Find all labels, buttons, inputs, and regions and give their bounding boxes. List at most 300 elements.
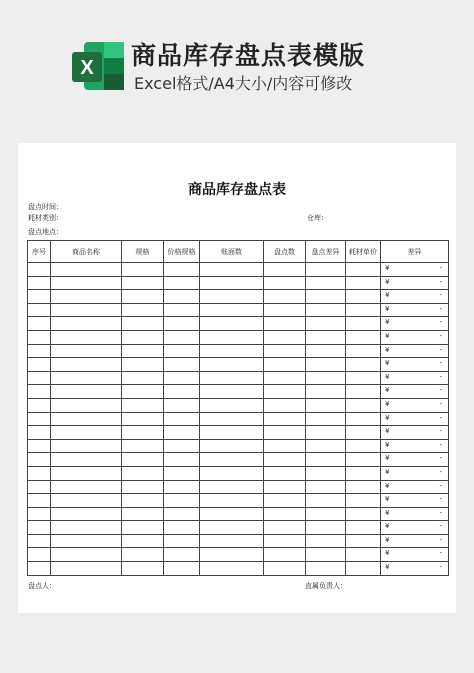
diff-cell[interactable] — [381, 344, 449, 358]
diff-value: - — [439, 399, 442, 408]
table-cell[interactable] — [346, 562, 381, 576]
table-cell[interactable] — [346, 398, 381, 412]
table-row — [28, 330, 449, 344]
table-cell[interactable] — [122, 412, 164, 426]
table-cell[interactable] — [306, 385, 346, 399]
table-cell[interactable] — [122, 426, 164, 440]
table-row — [28, 290, 449, 304]
table-cell[interactable] — [28, 276, 51, 290]
table-cell[interactable] — [122, 385, 164, 399]
diff-value: - — [439, 413, 442, 422]
table-cell[interactable] — [264, 453, 306, 467]
table-cell[interactable] — [51, 412, 122, 426]
table-cell[interactable] — [346, 466, 381, 480]
table-cell[interactable] — [122, 548, 164, 562]
table-row — [28, 385, 449, 399]
table-cell[interactable] — [200, 426, 264, 440]
currency-symbol: ¥ — [385, 331, 390, 340]
currency-symbol: ¥ — [385, 318, 390, 327]
diff-value: - — [439, 563, 442, 572]
table-cell[interactable] — [51, 466, 122, 480]
diff-value: - — [439, 549, 442, 558]
currency-symbol: ¥ — [385, 454, 390, 463]
table-cell[interactable] — [122, 344, 164, 358]
table-cell[interactable] — [200, 548, 264, 562]
table-cell[interactable] — [346, 385, 381, 399]
diff-value: - — [439, 386, 442, 395]
table-cell[interactable] — [306, 344, 346, 358]
table-cell[interactable] — [164, 276, 200, 290]
table-cell[interactable] — [264, 398, 306, 412]
table-cell[interactable] — [306, 290, 346, 304]
table-cell[interactable] — [28, 562, 51, 576]
table-cell[interactable] — [28, 330, 51, 344]
table-cell[interactable] — [200, 494, 264, 508]
diff-value: - — [439, 291, 442, 300]
table-cell[interactable] — [264, 290, 306, 304]
table-cell[interactable] — [28, 507, 51, 521]
table-cell[interactable] — [264, 494, 306, 508]
table-cell[interactable] — [122, 263, 164, 277]
table-cell[interactable] — [164, 494, 200, 508]
table-row — [28, 466, 449, 480]
table-cell[interactable] — [306, 548, 346, 562]
diff-cell[interactable] — [381, 426, 449, 440]
diff-cell[interactable] — [381, 534, 449, 548]
currency-symbol: ¥ — [385, 481, 390, 490]
table-cell[interactable] — [122, 303, 164, 317]
table-row — [28, 358, 449, 372]
supervisor-label: 直属负责人： — [305, 582, 347, 590]
table-cell[interactable] — [28, 494, 51, 508]
table-cell[interactable] — [28, 439, 51, 453]
diff-cell[interactable] — [381, 398, 449, 412]
table-cell[interactable] — [51, 290, 122, 304]
table-cell[interactable] — [51, 358, 122, 372]
col-header-spec: 规格 — [122, 241, 164, 263]
table-cell[interactable] — [346, 290, 381, 304]
diff-value: - — [439, 372, 442, 381]
table-cell[interactable] — [51, 371, 122, 385]
table-cell[interactable] — [51, 453, 122, 467]
table-cell[interactable] — [346, 263, 381, 277]
table-cell[interactable] — [164, 412, 200, 426]
table-cell[interactable] — [306, 466, 346, 480]
table-cell[interactable] — [28, 548, 51, 562]
table-cell[interactable] — [200, 330, 264, 344]
table-cell[interactable] — [264, 480, 306, 494]
table-cell[interactable] — [28, 412, 51, 426]
banner-title: 商品库存盘点表模版 — [131, 41, 366, 70]
table-cell[interactable] — [200, 290, 264, 304]
table-row — [28, 453, 449, 467]
warehouse-label: 仓库： — [307, 214, 328, 222]
table-cell[interactable] — [122, 453, 164, 467]
category-label: 耗材类别： — [28, 214, 63, 222]
table-cell[interactable] — [264, 276, 306, 290]
table-row — [28, 398, 449, 412]
diff-value: - — [439, 359, 442, 368]
table-cell[interactable] — [164, 385, 200, 399]
table-row — [28, 317, 449, 331]
table-cell[interactable] — [164, 344, 200, 358]
table-cell[interactable] — [122, 358, 164, 372]
table-cell[interactable] — [122, 480, 164, 494]
table-cell[interactable] — [264, 344, 306, 358]
table-row — [28, 480, 449, 494]
table-cell[interactable] — [346, 453, 381, 467]
currency-symbol: ¥ — [385, 372, 390, 381]
table-cell[interactable] — [51, 426, 122, 440]
table-cell[interactable] — [164, 303, 200, 317]
table-cell[interactable] — [200, 385, 264, 399]
table-cell[interactable] — [164, 426, 200, 440]
table-cell[interactable] — [306, 494, 346, 508]
diff-cell[interactable] — [381, 290, 449, 304]
table-cell[interactable] — [51, 330, 122, 344]
table-row — [28, 562, 449, 576]
table-cell[interactable] — [306, 263, 346, 277]
table-cell[interactable] — [164, 317, 200, 331]
table-row — [28, 344, 449, 358]
currency-symbol: ¥ — [385, 264, 390, 272]
table-cell[interactable] — [28, 426, 51, 440]
col-header-price-spec: 价格规格 — [164, 241, 200, 263]
table-cell[interactable] — [122, 494, 164, 508]
inventory-table — [27, 240, 449, 576]
inventory-sheet — [18, 143, 456, 613]
currency-symbol: ¥ — [385, 563, 390, 572]
currency-symbol: ¥ — [385, 549, 390, 558]
table-cell[interactable] — [51, 317, 122, 331]
diff-value: - — [439, 508, 442, 517]
table-cell[interactable] — [346, 317, 381, 331]
table-cell[interactable] — [346, 507, 381, 521]
table-cell[interactable] — [51, 344, 122, 358]
diff-cell[interactable] — [381, 439, 449, 453]
col-header-index: 序号 — [28, 241, 51, 263]
table-cell[interactable] — [164, 358, 200, 372]
table-cell[interactable] — [28, 344, 51, 358]
table-cell[interactable] — [200, 303, 264, 317]
table-cell[interactable] — [164, 330, 200, 344]
table-cell[interactable] — [346, 439, 381, 453]
table-cell[interactable] — [306, 562, 346, 576]
table-cell[interactable] — [306, 412, 346, 426]
table-cell[interactable] — [264, 412, 306, 426]
table-cell[interactable] — [200, 344, 264, 358]
col-header-product-name: 商品名称 — [51, 241, 122, 263]
table-cell[interactable] — [28, 303, 51, 317]
table-cell[interactable] — [346, 412, 381, 426]
table-cell[interactable] — [264, 371, 306, 385]
table-body — [28, 263, 449, 576]
col-header-unit-price: 耗材单价 — [346, 241, 381, 263]
diff-cell[interactable] — [381, 263, 449, 277]
table-cell[interactable] — [164, 521, 200, 535]
table-row — [28, 276, 449, 290]
table-cell[interactable] — [264, 330, 306, 344]
diff-value: - — [439, 535, 442, 544]
table-cell[interactable] — [264, 521, 306, 535]
table-cell[interactable] — [346, 330, 381, 344]
currency-symbol: ¥ — [385, 399, 390, 408]
table-row — [28, 371, 449, 385]
table-cell[interactable] — [346, 303, 381, 317]
table-row — [28, 548, 449, 562]
check-time-label: 盘点时间： — [28, 203, 63, 211]
table-cell[interactable] — [264, 303, 306, 317]
currency-symbol: ¥ — [385, 386, 390, 395]
diff-cell[interactable] — [381, 480, 449, 494]
diff-value: - — [439, 331, 442, 340]
diff-cell[interactable] — [381, 358, 449, 372]
col-header-diff: 差异 — [381, 241, 449, 263]
table-cell[interactable] — [346, 494, 381, 508]
currency-symbol: ¥ — [385, 413, 390, 422]
currency-symbol: ¥ — [385, 304, 390, 313]
counter-label: 盘点人： — [28, 582, 56, 590]
table-cell[interactable] — [200, 371, 264, 385]
table-cell[interactable] — [122, 507, 164, 521]
table-cell[interactable] — [164, 466, 200, 480]
table-cell[interactable] — [306, 439, 346, 453]
table-cell[interactable] — [28, 466, 51, 480]
diff-value: - — [439, 427, 442, 436]
table-cell[interactable] — [51, 385, 122, 399]
excel-icon — [70, 38, 126, 94]
table-row — [28, 303, 449, 317]
table-row — [28, 412, 449, 426]
table-cell[interactable] — [306, 453, 346, 467]
diff-cell[interactable] — [381, 466, 449, 480]
table-cell[interactable] — [51, 263, 122, 277]
table-row — [28, 263, 449, 277]
table-cell[interactable] — [306, 371, 346, 385]
table-cell[interactable] — [28, 398, 51, 412]
table-cell[interactable] — [51, 534, 122, 548]
table-cell[interactable] — [122, 562, 164, 576]
table-cell[interactable] — [28, 534, 51, 548]
table-cell[interactable] — [28, 317, 51, 331]
table-cell[interactable] — [306, 521, 346, 535]
table-cell[interactable] — [164, 534, 200, 548]
table-cell[interactable] — [51, 398, 122, 412]
diff-cell[interactable] — [381, 548, 449, 562]
table-cell[interactable] — [164, 453, 200, 467]
currency-symbol: ¥ — [385, 359, 390, 368]
table-cell[interactable] — [346, 534, 381, 548]
diff-cell[interactable] — [381, 521, 449, 535]
table-row — [28, 426, 449, 440]
diff-value: - — [439, 454, 442, 463]
table-cell[interactable] — [28, 385, 51, 399]
currency-symbol: ¥ — [385, 508, 390, 517]
diff-value: - — [439, 467, 442, 476]
table-cell[interactable] — [200, 466, 264, 480]
table-cell[interactable] — [306, 534, 346, 548]
currency-symbol: ¥ — [385, 291, 390, 300]
currency-symbol: ¥ — [385, 467, 390, 476]
table-cell[interactable] — [200, 480, 264, 494]
table-cell[interactable] — [51, 562, 122, 576]
table-cell[interactable] — [200, 276, 264, 290]
table-cell[interactable] — [264, 507, 306, 521]
table-cell[interactable] — [264, 562, 306, 576]
table-cell[interactable] — [264, 534, 306, 548]
table-cell[interactable] — [200, 507, 264, 521]
table-cell[interactable] — [122, 276, 164, 290]
table-cell[interactable] — [306, 507, 346, 521]
table-row — [28, 534, 449, 548]
table-cell[interactable] — [51, 276, 122, 290]
table-cell[interactable] — [264, 317, 306, 331]
diff-value: - — [439, 304, 442, 313]
diff-cell[interactable] — [381, 371, 449, 385]
col-header-count-diff: 盘点差异 — [306, 241, 346, 263]
table-cell[interactable] — [122, 317, 164, 331]
diff-value: - — [439, 522, 442, 531]
table-cell[interactable] — [164, 398, 200, 412]
table-cell[interactable] — [122, 371, 164, 385]
table-cell[interactable] — [28, 263, 51, 277]
diff-cell[interactable] — [381, 303, 449, 317]
currency-symbol: ¥ — [385, 495, 390, 504]
diff-value: - — [439, 264, 442, 272]
table-cell[interactable] — [164, 507, 200, 521]
currency-symbol: ¥ — [385, 522, 390, 531]
table-cell[interactable] — [306, 358, 346, 372]
table-cell[interactable] — [200, 453, 264, 467]
banner-subtitle: Excel格式/A4大小/内容可修改 — [134, 74, 353, 93]
table-cell[interactable] — [200, 562, 264, 576]
currency-symbol: ¥ — [385, 427, 390, 436]
sheet-title: 商品库存盘点表 — [188, 182, 286, 198]
diff-cell[interactable] — [381, 562, 449, 576]
table-cell[interactable] — [264, 385, 306, 399]
diff-cell[interactable] — [381, 330, 449, 344]
table-cell[interactable] — [122, 330, 164, 344]
currency-symbol: ¥ — [385, 345, 390, 354]
table-row — [28, 521, 449, 535]
table-cell[interactable] — [28, 358, 51, 372]
table-cell[interactable] — [164, 371, 200, 385]
table-cell[interactable] — [306, 480, 346, 494]
currency-symbol: ¥ — [385, 440, 390, 449]
table-cell[interactable] — [346, 344, 381, 358]
table-cell[interactable] — [28, 290, 51, 304]
table-cell[interactable] — [164, 263, 200, 277]
table-cell[interactable] — [346, 276, 381, 290]
table-cell[interactable] — [306, 330, 346, 344]
table-cell[interactable] — [264, 358, 306, 372]
table-cell[interactable] — [306, 303, 346, 317]
diff-value: - — [439, 440, 442, 449]
table-cell[interactable] — [200, 358, 264, 372]
table-cell[interactable] — [200, 398, 264, 412]
table-cell[interactable] — [51, 548, 122, 562]
currency-symbol: ¥ — [385, 277, 390, 286]
table-cell[interactable] — [51, 439, 122, 453]
diff-cell[interactable] — [381, 317, 449, 331]
table-cell[interactable] — [51, 507, 122, 521]
table-cell[interactable] — [28, 480, 51, 494]
table-cell[interactable] — [346, 521, 381, 535]
table-cell[interactable] — [164, 439, 200, 453]
diff-cell[interactable] — [381, 453, 449, 467]
location-label: 盘点地点： — [28, 228, 63, 236]
diff-cell[interactable] — [381, 385, 449, 399]
table-cell[interactable] — [200, 412, 264, 426]
table-cell[interactable] — [306, 276, 346, 290]
table-cell[interactable] — [346, 480, 381, 494]
table-cell[interactable] — [200, 263, 264, 277]
table-cell[interactable] — [51, 480, 122, 494]
table-cell[interactable] — [51, 494, 122, 508]
table-cell[interactable] — [306, 398, 346, 412]
diff-cell[interactable] — [381, 276, 449, 290]
table-cell[interactable] — [346, 426, 381, 440]
table-cell[interactable] — [346, 371, 381, 385]
diff-cell[interactable] — [381, 507, 449, 521]
table-cell[interactable] — [264, 548, 306, 562]
table-cell[interactable] — [200, 534, 264, 548]
excel-logo-letter: X — [80, 57, 94, 79]
table-cell[interactable] — [306, 317, 346, 331]
table-cell[interactable] — [28, 521, 51, 535]
table-header-row — [28, 241, 449, 263]
diff-value: - — [439, 277, 442, 286]
currency-symbol: ¥ — [385, 535, 390, 544]
table-cell[interactable] — [122, 534, 164, 548]
table-cell[interactable] — [346, 358, 381, 372]
table-row — [28, 494, 449, 508]
diff-value: - — [439, 345, 442, 354]
col-header-count-qty: 盘点数 — [264, 241, 306, 263]
table-cell[interactable] — [122, 439, 164, 453]
diff-value: - — [439, 481, 442, 490]
table-row — [28, 507, 449, 521]
table-cell[interactable] — [122, 466, 164, 480]
table-cell[interactable] — [200, 521, 264, 535]
table-cell[interactable] — [51, 521, 122, 535]
table-cell[interactable] — [164, 548, 200, 562]
table-cell[interactable] — [264, 263, 306, 277]
table-cell[interactable] — [28, 371, 51, 385]
table-cell[interactable] — [264, 466, 306, 480]
table-cell[interactable] — [264, 426, 306, 440]
table-cell[interactable] — [122, 398, 164, 412]
table-cell[interactable] — [28, 453, 51, 467]
table-cell[interactable] — [164, 562, 200, 576]
table-cell[interactable] — [346, 548, 381, 562]
diff-cell[interactable] — [381, 494, 449, 508]
table-cell[interactable] — [164, 290, 200, 304]
template-banner — [0, 0, 474, 140]
table-cell[interactable] — [264, 439, 306, 453]
table-cell[interactable] — [122, 290, 164, 304]
table-cell[interactable] — [122, 521, 164, 535]
table-cell[interactable] — [164, 480, 200, 494]
table-row — [28, 439, 449, 453]
table-cell[interactable] — [51, 303, 122, 317]
diff-value: - — [439, 495, 442, 504]
table-cell[interactable] — [200, 317, 264, 331]
table-cell[interactable] — [200, 439, 264, 453]
table-cell[interactable] — [306, 426, 346, 440]
diff-cell[interactable] — [381, 412, 449, 426]
diff-value: - — [439, 318, 442, 327]
